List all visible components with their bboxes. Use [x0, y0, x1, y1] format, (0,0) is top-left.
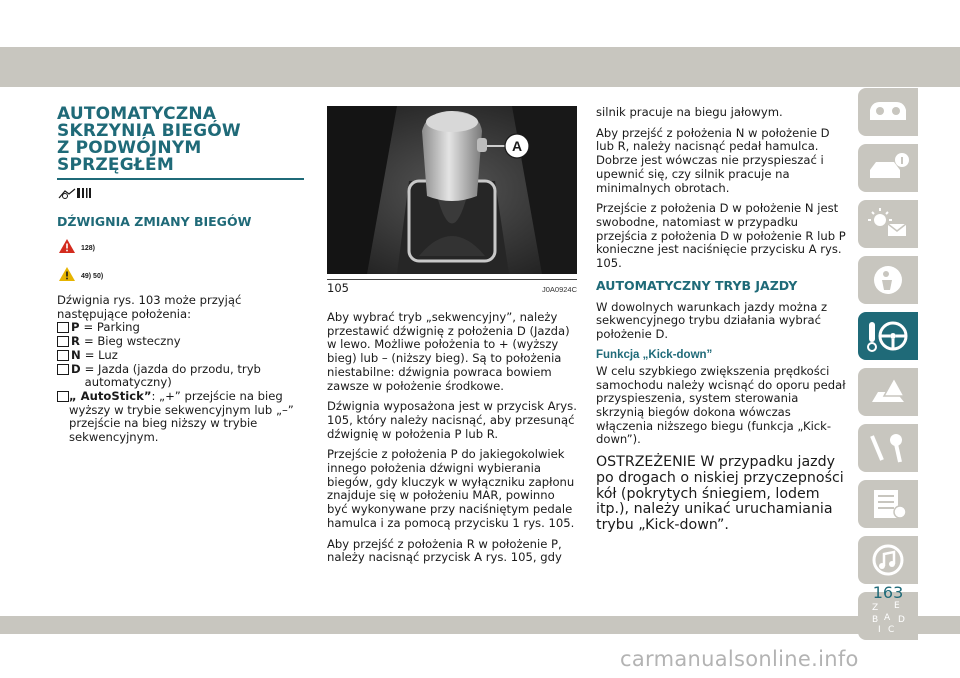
tab-service[interactable] — [858, 424, 918, 472]
checkbox-bullet-icon — [57, 364, 69, 375]
list-item — [57, 390, 305, 445]
column-1 — [57, 106, 305, 445]
svg-text:Z: Z — [872, 603, 879, 613]
position-key: „ AutoStick” — [69, 388, 152, 403]
tab-safety[interactable] — [858, 256, 918, 304]
warning-lights-icon — [866, 206, 910, 242]
list-item — [57, 335, 305, 349]
tab-multimedia[interactable] — [858, 536, 918, 584]
paragraph: Aby przejść z położenia N w położenie D lub R, należy nacisnąć pedał hamulca. Dobrze jest wówczas nie przyspieszać i upewnić się, czy silnik pracuje na minimalnych obrotach. — [596, 125, 830, 195]
watermark-text: carmanualsonline.info — [620, 647, 859, 671]
position-desc: : „+” przejście na bieg wyższy w trybie sekwencyjnym lub „–” przejście na bieg niższy w trybie sekwencyjnym. — [69, 388, 294, 445]
paragraph: Przejście z położenia P do jakiegokolwiek innego położenia dźwigni wybierania biegów, gdy kluczyk w wyłączniku zapłonu znajduje się w położeniu MAR, powinno być wykonywane przy naciśniętym pedale hamulca i za pomocą przycisku 1 rys. 105. — [327, 447, 575, 530]
tab-emergency[interactable] — [858, 368, 918, 416]
steering-key-icon — [866, 318, 910, 354]
svg-text:A: A — [884, 613, 891, 623]
tab-starting-driving[interactable] — [858, 312, 918, 360]
checkbox-bullet-icon — [57, 336, 69, 347]
paragraph: Aby wybrać tryb „sekwencyjny”, należy przestawić dźwignię z położenia D (Jazda) w lewo. Możliwe położenia to + (wyższy bieg) lub – (niższy bieg). Są to położenia niestabilne: dźwignia powraca bowiem zawsze w położenie środkowe. — [327, 310, 570, 393]
callout-label: A — [511, 138, 523, 154]
svg-text:I: I — [878, 625, 881, 634]
list-item — [57, 363, 305, 390]
intro-paragraph: Dźwignia rys. 103 może przyjąć następujące położenia: — [57, 293, 242, 321]
chapter-tabs — [858, 88, 918, 648]
checkbox-bullet-icon — [57, 391, 69, 402]
sub-heading: DŹWIGNIA ZMIANY BIEGÓW — [57, 214, 252, 229]
list-item — [57, 321, 305, 335]
column-2 — [327, 106, 577, 572]
caution-ref-row — [57, 263, 305, 285]
position-text — [69, 390, 305, 445]
footer-band — [0, 616, 960, 634]
car-dashboard-icon — [866, 94, 910, 130]
caution-ref: 49) 50) — [81, 272, 104, 280]
position-key: D — [71, 361, 81, 376]
title-line: SKRZYNIA BIEGÓW — [57, 121, 241, 141]
paragraph: Aby przejść z położenia R w położenie P, należy nacisnąć przycisk A rys. 105, gdy — [327, 536, 562, 565]
column-3 — [596, 106, 846, 534]
checkbox-bullet-icon — [57, 322, 69, 333]
header-band — [0, 47, 960, 87]
title-line: SPRZĘGŁEM — [57, 155, 174, 175]
title-line: Z PODWÓJNYM — [57, 138, 202, 158]
paragraph: Dźwignia wyposażona jest w przycisk Arys. 105, który należy nacisnąć, aby przesunąć dźwignię w położenia P lub R. — [327, 399, 577, 441]
position-key: R — [71, 334, 80, 349]
lock-equipment-icon — [57, 186, 93, 200]
position-list — [57, 321, 305, 444]
position-key: N — [71, 347, 81, 362]
list-item — [57, 349, 305, 363]
paragraph: W celu szybkiego zwiększenia prędkości samochodu należy wcisnąć do oporu pedał przyspieszenia, system sterowania skrzynią biegów dokona wówczas włączenia niższego biegu (funkcja „Kick-down”). — [596, 363, 846, 447]
alphabetical-index-icon — [866, 598, 910, 634]
multimedia-icon — [866, 542, 910, 578]
position-text: = Luz — [84, 347, 118, 362]
gear-lever-illustration — [327, 106, 577, 274]
paragraph: silnik pracuje na biegu jałowym. — [596, 105, 783, 119]
paragraph: W dowolnych warunkach jazdy można z sekwencyjnego trybu działania wybrać położenie D. — [596, 299, 828, 342]
car-info-icon — [866, 150, 910, 186]
section-title — [57, 106, 305, 174]
position-text: = Bieg wsteczny — [83, 334, 181, 349]
title-line: AUTOMATYCZNA — [57, 104, 217, 124]
emergency-triangle-icon — [866, 374, 910, 410]
title-rule — [57, 178, 304, 180]
warning-ref: 128) — [81, 244, 96, 252]
caption-rule — [327, 279, 577, 280]
page-top-margin — [0, 0, 960, 47]
tab-technical-data[interactable] — [858, 480, 918, 528]
position-key: P — [71, 320, 80, 335]
svg-text:D: D — [898, 615, 905, 625]
checkbox-bullet-icon — [57, 350, 69, 361]
column-2-text — [327, 311, 577, 565]
position-text: = Parking — [83, 320, 140, 335]
caution-triangle-icon — [59, 267, 75, 281]
service-tools-icon — [866, 430, 910, 466]
svg-text:E: E — [894, 601, 900, 611]
tab-warning-lights[interactable] — [858, 200, 918, 248]
warning-triangle-icon — [59, 239, 75, 253]
warning-ref-row — [57, 235, 305, 257]
page-number: 163 — [872, 583, 904, 602]
figure-caption — [327, 281, 577, 295]
figure-number: 105 — [327, 281, 349, 295]
position-text: = Jazda (jazda do przodu, tryb automatyczny) — [84, 361, 261, 390]
tab-dashboard[interactable] — [858, 88, 918, 136]
tab-car-info[interactable] — [858, 144, 918, 192]
technical-data-icon — [866, 486, 910, 522]
svg-text:B: B — [872, 615, 879, 625]
function-heading: Funkcja „Kick-down” — [596, 348, 713, 361]
svg-text:C: C — [888, 625, 895, 634]
safety-seat-icon — [866, 262, 910, 298]
section-heading: AUTOMATYCZNY TRYB JAZDY — [596, 277, 798, 293]
warning-paragraph: OSTRZEŻENIE W przypadku jazdy po drogach o niskiej przyczepności kół (pokrytych śniegiem, lodem itp.), należy unikać uruchamiania trybu „Kick-down”. — [596, 454, 844, 534]
paragraph: Przejście z położenia D w położenie N jest swobodne, natomiast w przypadku przejścia z położenia D w położenie R lub P konieczne jest naciśnięcie przycisku A rys. 105. — [596, 201, 846, 271]
figure-code: J0A0924C — [541, 285, 577, 294]
gear-lever-photo — [327, 106, 577, 274]
